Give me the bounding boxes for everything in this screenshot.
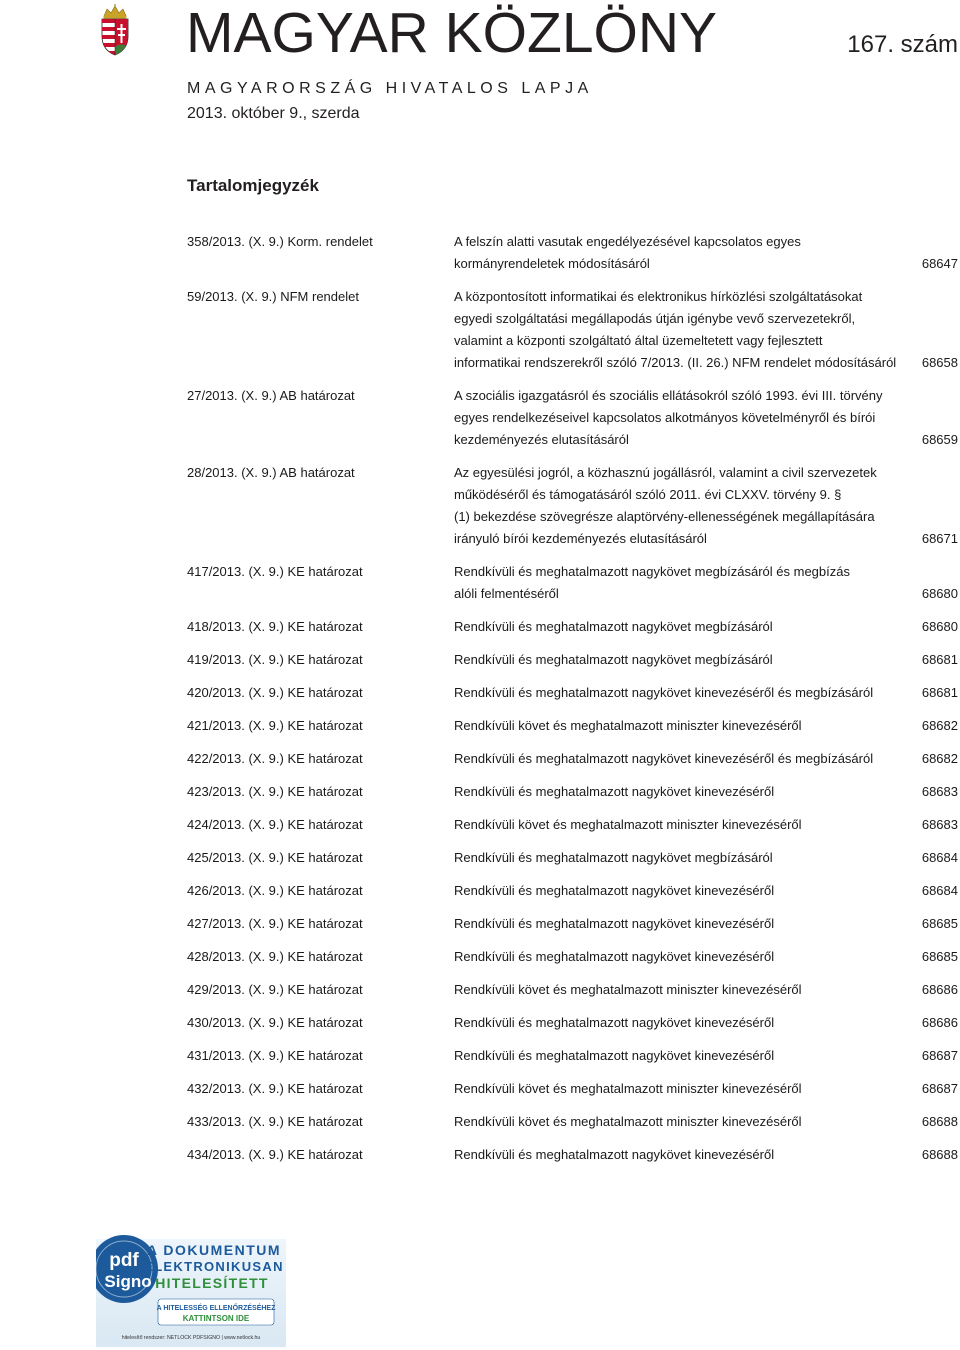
toc-entry[interactable] xyxy=(187,462,960,550)
issue-number: 167. szám xyxy=(847,31,958,58)
toc-entry-page-number: 68687 xyxy=(921,1048,958,1063)
badge-line3: HITELESÍTETT xyxy=(155,1275,269,1291)
toc-entry-description xyxy=(454,979,896,1001)
toc-entry-description-line: egyes rendelkezéseivel kapcsolatos alkotmányos követelményről és bírói xyxy=(454,410,876,425)
toc-entry-description-line: Rendkívüli és meghatalmazott nagykövet megbízásáról xyxy=(454,619,773,634)
toc-entry-description-line: Az egyesülési jogról, a közhasznú jogállásról, valamint a civil szervezetek xyxy=(454,465,877,480)
toc-entry-description-line: alóli felmentéséről xyxy=(454,586,559,601)
toc-entry-reference: 430/2013. (X. 9.) KE határozat xyxy=(187,1015,363,1030)
toc-entry-reference: 421/2013. (X. 9.) KE határozat xyxy=(187,718,363,733)
table-of-contents xyxy=(187,231,960,1166)
toc-entry-description xyxy=(454,913,896,935)
toc-entry-description-line: Rendkívüli követ és meghatalmazott miniszter kinevezéséről xyxy=(454,1114,802,1129)
badge-footer: hitelesítő rendszer: NETLOCK PDFSIGNO | www.netlock.hu xyxy=(121,1335,261,1341)
toc-entry[interactable] xyxy=(187,880,960,902)
toc-entry-description-line: kezdeményezés elutasításáról xyxy=(454,432,629,447)
toc-entry-description-line: kormányrendeletek módosításáról xyxy=(454,256,650,271)
toc-entry-description xyxy=(454,781,896,803)
toc-entry-description xyxy=(454,286,896,374)
toc-entry-reference: 434/2013. (X. 9.) KE határozat xyxy=(187,1147,363,1162)
toc-entry-page-number: 68683 xyxy=(921,817,958,832)
toc-entry-reference: 431/2013. (X. 9.) KE határozat xyxy=(187,1048,363,1063)
toc-entry-description xyxy=(454,847,896,869)
toc-entry-reference: 423/2013. (X. 9.) KE határozat xyxy=(187,784,363,799)
toc-entry[interactable] xyxy=(187,781,960,803)
toc-entry-description xyxy=(454,1078,896,1100)
toc-entry-description-line: működéséről és támogatásáról szóló 2011. évi CLXXV. törvény 9. § xyxy=(454,487,842,502)
toc-entry[interactable] xyxy=(187,616,960,638)
toc-entry-description xyxy=(454,385,896,451)
toc-entry-description xyxy=(454,880,896,902)
toc-entry-description-line: Rendkívüli és meghatalmazott nagykövet kinevezéséről és megbízásáról xyxy=(454,751,874,766)
toc-entry-reference: 427/2013. (X. 9.) KE határozat xyxy=(187,916,363,931)
toc-entry[interactable] xyxy=(187,814,960,836)
toc-entry-reference: 28/2013. (X. 9.) AB határozat xyxy=(187,465,355,480)
toc-entry[interactable] xyxy=(187,1012,960,1034)
toc-entry-page-number: 68684 xyxy=(921,883,958,898)
toc-entry-description-line: Rendkívüli követ és meghatalmazott miniszter kinevezéséről xyxy=(454,718,802,733)
toc-entry-description-line: informatikai rendszerekről szóló 7/2013. (II. 26.) NFM rendelet módosításáról xyxy=(454,355,897,370)
toc-entry[interactable] xyxy=(187,682,960,704)
toc-heading: Tartalomjegyzék xyxy=(187,176,319,195)
toc-entry[interactable] xyxy=(187,715,960,737)
toc-entry-description xyxy=(454,561,896,605)
toc-entry[interactable] xyxy=(187,385,960,451)
toc-entry-reference: 27/2013. (X. 9.) AB határozat xyxy=(187,388,355,403)
publication-date: 2013. október 9., szerda xyxy=(187,105,360,122)
hungarian-coat-of-arms-icon xyxy=(95,4,135,56)
toc-entry-description-line: Rendkívüli és meghatalmazott nagykövet kinevezéséről xyxy=(454,784,775,799)
toc-entry-description xyxy=(454,946,896,968)
toc-entry-description xyxy=(454,748,896,770)
toc-entry-description xyxy=(454,231,896,275)
badge-cta1[interactable]: A HITELESSÉG ELLENŐRZÉSÉHEZ xyxy=(156,1305,276,1312)
toc-entry-description xyxy=(454,462,896,550)
toc-entry[interactable] xyxy=(187,1144,960,1166)
toc-entry-description-line: Rendkívüli követ és meghatalmazott miniszter kinevezéséről xyxy=(454,817,802,832)
toc-entry-description xyxy=(454,1111,896,1133)
toc-entry-page-number: 68658 xyxy=(921,355,958,370)
toc-entry-description-line: Rendkívüli és meghatalmazott nagykövet megbízásáról xyxy=(454,850,773,865)
publication-title: MAGYAR KÖZLÖNY xyxy=(186,1,718,65)
toc-entry[interactable] xyxy=(187,1078,960,1100)
toc-entry[interactable] xyxy=(187,1111,960,1133)
toc-entry-description xyxy=(454,616,896,638)
toc-entry-reference: 424/2013. (X. 9.) KE határozat xyxy=(187,817,363,832)
toc-entry-description-line: A felszín alatti vasutak engedélyezésével kapcsolatos egyes xyxy=(454,234,801,249)
toc-entry-description xyxy=(454,682,896,704)
toc-entry-page-number: 68685 xyxy=(921,916,958,931)
toc-entry-description xyxy=(454,814,896,836)
toc-entry-description-line: (1) bekezdése szövegrésze alaptörvény-ellenességének megállapítására xyxy=(454,509,875,524)
toc-entry-description-line: A szociális igazgatásról és szociális ellátásokról szóló 1993. évi III. törvény xyxy=(454,388,883,403)
toc-entry-description-line: Rendkívüli követ és meghatalmazott miniszter kinevezéséről xyxy=(454,1081,802,1096)
toc-entry[interactable] xyxy=(187,286,960,374)
toc-entry-page-number: 68647 xyxy=(921,256,958,271)
publication-subtitle: MAGYARORSZÁG HIVATALOS LAPJA xyxy=(187,80,593,97)
toc-entry-page-number: 68681 xyxy=(921,652,958,667)
badge-line2: ELEKTRONIKUSAN xyxy=(144,1259,284,1274)
toc-entry-description-line: Rendkívüli követ és meghatalmazott miniszter kinevezéséről xyxy=(454,982,802,997)
toc-entry-page-number: 68681 xyxy=(921,685,958,700)
toc-entry-reference: 428/2013. (X. 9.) KE határozat xyxy=(187,949,363,964)
toc-entry-description xyxy=(454,1012,896,1034)
logo-top: pdf xyxy=(109,1250,139,1271)
toc-entry[interactable] xyxy=(187,847,960,869)
badge-cta2[interactable]: KATTINTSON IDE xyxy=(182,1314,250,1323)
toc-entry[interactable] xyxy=(187,748,960,770)
toc-entry-reference: 417/2013. (X. 9.) KE határozat xyxy=(187,564,363,579)
toc-entry-page-number: 68683 xyxy=(921,784,958,799)
toc-entry-description-line: Rendkívüli és meghatalmazott nagykövet kinevezéséről xyxy=(454,916,775,931)
toc-entry[interactable] xyxy=(187,1045,960,1067)
toc-entry-description xyxy=(454,1045,896,1067)
toc-entry-page-number: 68680 xyxy=(921,586,958,601)
toc-entry-page-number: 68682 xyxy=(921,718,958,733)
logo-bottom: Signo xyxy=(104,1272,152,1291)
toc-entry-description xyxy=(454,715,896,737)
toc-entry-page-number: 68685 xyxy=(921,949,958,964)
toc-entry-reference: 429/2013. (X. 9.) KE határozat xyxy=(187,982,363,997)
toc-entry-description-line: Rendkívüli és meghatalmazott nagykövet kinevezéséről xyxy=(454,949,775,964)
toc-entry-description-line: irányuló bírói kezdeményezés elutasításáról xyxy=(454,531,707,546)
toc-entry-description-line: Rendkívüli és meghatalmazott nagykövet kinevezéséről xyxy=(454,883,775,898)
toc-entry-page-number: 68680 xyxy=(921,619,958,634)
toc-entry-reference: 432/2013. (X. 9.) KE határozat xyxy=(187,1081,363,1096)
toc-entry-reference: 358/2013. (X. 9.) Korm. rendelet xyxy=(187,234,373,249)
toc-entry[interactable] xyxy=(187,979,960,1001)
toc-entry-description-line: Rendkívüli és meghatalmazott nagykövet megbízásáról xyxy=(454,652,773,667)
toc-entry[interactable] xyxy=(187,946,960,968)
toc-entry-description-line: Rendkívüli és meghatalmazott nagykövet kinevezéséről xyxy=(454,1048,775,1063)
toc-entry-page-number: 68687 xyxy=(921,1081,958,1096)
toc-entry-description-line: Rendkívüli és meghatalmazott nagykövet kinevezéséről xyxy=(454,1015,775,1030)
toc-entry-page-number: 68688 xyxy=(921,1147,958,1162)
toc-entry-page-number: 68684 xyxy=(921,850,958,865)
toc-entry-reference: 59/2013. (X. 9.) NFM rendelet xyxy=(187,289,359,304)
toc-entry-page-number: 68686 xyxy=(921,982,958,997)
toc-entry-reference: 420/2013. (X. 9.) KE határozat xyxy=(187,685,363,700)
toc-entry[interactable] xyxy=(187,913,960,935)
toc-entry[interactable] xyxy=(187,561,960,605)
toc-entry-description-line: egyedi szolgáltatási megállapodás útján igénybe vevő szervezetekről, xyxy=(454,311,856,326)
toc-entry-description-line: A központosított informatikai és elektronikus hírközlési szolgáltatásokat xyxy=(454,289,863,304)
toc-entry-reference: 418/2013. (X. 9.) KE határozat xyxy=(187,619,363,634)
toc-entry[interactable] xyxy=(187,649,960,671)
toc-entry-reference: 426/2013. (X. 9.) KE határozat xyxy=(187,883,363,898)
toc-entry-description-line: valamint a központi szolgáltató által üzemeltetett vagy fejlesztett xyxy=(454,333,823,348)
toc-entry-reference: 433/2013. (X. 9.) KE határozat xyxy=(187,1114,363,1129)
toc-entry-page-number: 68688 xyxy=(921,1114,958,1129)
toc-entry-description-line: Rendkívüli és meghatalmazott nagykövet kinevezéséről xyxy=(454,1147,775,1162)
toc-entry-description-line: Rendkívüli és meghatalmazott nagykövet megbízásáról és megbízás xyxy=(454,564,850,579)
toc-entry-page-number: 68682 xyxy=(921,751,958,766)
toc-entry-description xyxy=(454,649,896,671)
toc-entry-reference: 425/2013. (X. 9.) KE határozat xyxy=(187,850,363,865)
toc-entry-reference: 419/2013. (X. 9.) KE határozat xyxy=(187,652,363,667)
badge-line1: A DOKUMENTUM xyxy=(146,1242,282,1258)
toc-entry[interactable] xyxy=(187,231,960,275)
toc-entry-page-number: 68671 xyxy=(921,531,958,546)
toc-entry-page-number: 68686 xyxy=(921,1015,958,1030)
toc-entry-description xyxy=(454,1144,896,1166)
authentication-badge[interactable] xyxy=(96,1207,286,1347)
toc-entry-description-line: Rendkívüli és meghatalmazott nagykövet kinevezéséről és megbízásáról xyxy=(454,685,874,700)
toc-entry-page-number: 68659 xyxy=(921,432,958,447)
toc-entry-reference: 422/2013. (X. 9.) KE határozat xyxy=(187,751,363,766)
